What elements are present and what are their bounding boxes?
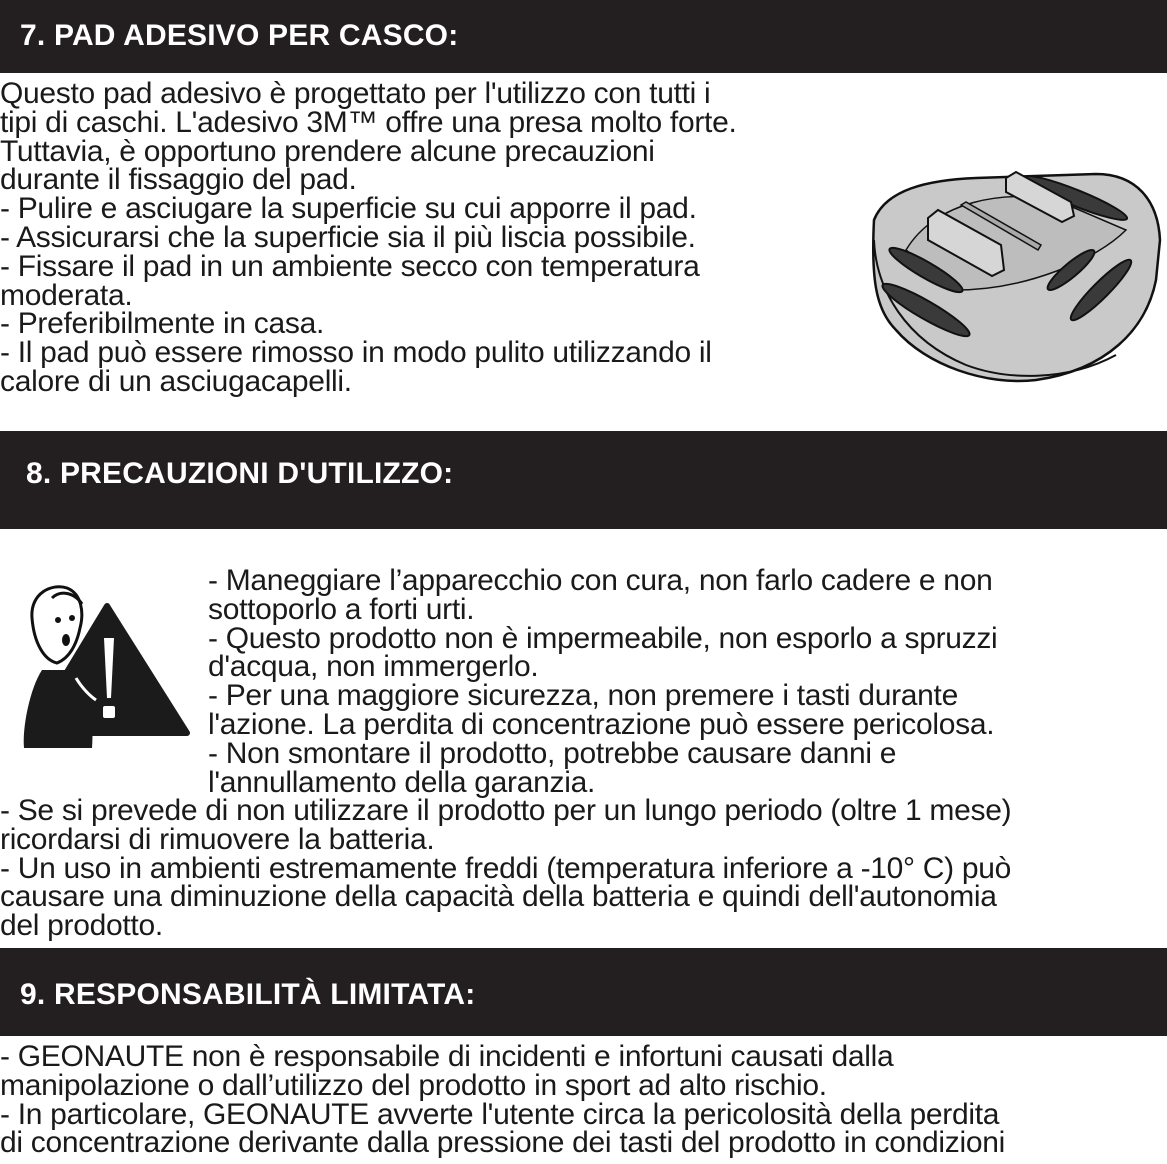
text-line: - Se si prevede di non utilizzare il prodotto per un lungo periodo (oltre 1 mese) [0, 794, 1012, 827]
text-line: sottoporlo a forti urti. [208, 592, 475, 626]
text-line: - Non smontare il prodotto, potrebbe causare danni e [208, 736, 897, 770]
text-line: l'azione. La perdita di concentrazione può essere pericolosa. [208, 707, 995, 741]
section-9-header [0, 948, 1167, 1036]
section-8-title: 8. PRECAUZIONI D'UTILIZZO: [26, 457, 454, 490]
adhesive-pad-illustration [866, 160, 1166, 390]
section-7-header [0, 0, 1167, 73]
text-line: di concentrazione derivante dalla pressione dei tasti del prodotto in condizioni [0, 1126, 1005, 1160]
text-line: - Fissare il pad in un ambiente secco con temperatura [0, 249, 700, 283]
section-9-title: 9. RESPONSABILITÀ LIMITATA: [20, 978, 476, 1011]
text-line: moderata. [0, 278, 133, 312]
text-line: - Il pad può essere rimosso in modo pulito utilizzando il [0, 336, 712, 370]
section-8-bullets-right [208, 564, 1158, 799]
text-line: - Assicurarsi che la superficie sia il più liscia possibile. [0, 220, 696, 254]
text-line: - In particolare, GEONAUTE avverte l'utente circa la pericolosità della perdita [0, 1097, 1000, 1131]
text-line: causare una diminuzione della capacità della batteria e quindi dell'autonomia [0, 880, 997, 914]
text-line: durante il fissaggio del pad. [0, 163, 357, 197]
section-8-bullets-full [0, 794, 1167, 943]
text-line: del prodotto. [0, 909, 163, 943]
text-line: l'annullamento della garanzia. [208, 765, 595, 799]
text-line: calore di un asciugacapelli. [0, 364, 352, 398]
text-line: - Un uso in ambienti estremamente freddi (temperatura inferiore a -10° C) può [0, 851, 1012, 885]
text-line: manipolazione o dall’utilizzo del prodotto in sport ad alto rischio. [0, 1068, 827, 1102]
section-9-body [0, 1040, 1167, 1160]
section-7-title: 7. PAD ADESIVO PER CASCO: [20, 19, 459, 52]
text-line: tipi di caschi. L'adesivo 3M™ offre una presa molto forte. [0, 105, 737, 139]
text-line: - Preferibilmente in casa. [0, 307, 325, 341]
text-line: ricordarsi di rimuovere la batteria. [0, 822, 435, 856]
text-line: - GEONAUTE non è responsabile di incidenti e infortuni causati dalla [0, 1040, 894, 1073]
section-8-header [0, 431, 1167, 529]
section-7-body [0, 77, 850, 398]
text-line: d'acqua, non immergerlo. [208, 650, 539, 684]
text-line: Questo pad adesivo è progettato per l'utilizzo con tutti i [0, 77, 711, 110]
text-line: Tuttavia, è opportuno prendere alcune precauzioni [0, 134, 655, 168]
text-line: - Questo prodotto non è impermeabile, non esporlo a spruzzi [208, 621, 998, 655]
warning-icon [12, 578, 192, 758]
text-line: - Pulire e asciugare la superficie su cui apporre il pad. [0, 192, 697, 226]
text-line: - Per una maggiore sicurezza, non premere i tasti durante [208, 679, 958, 713]
text-line: - Maneggiare l’apparecchio con cura, non farlo cadere e non [208, 564, 993, 597]
